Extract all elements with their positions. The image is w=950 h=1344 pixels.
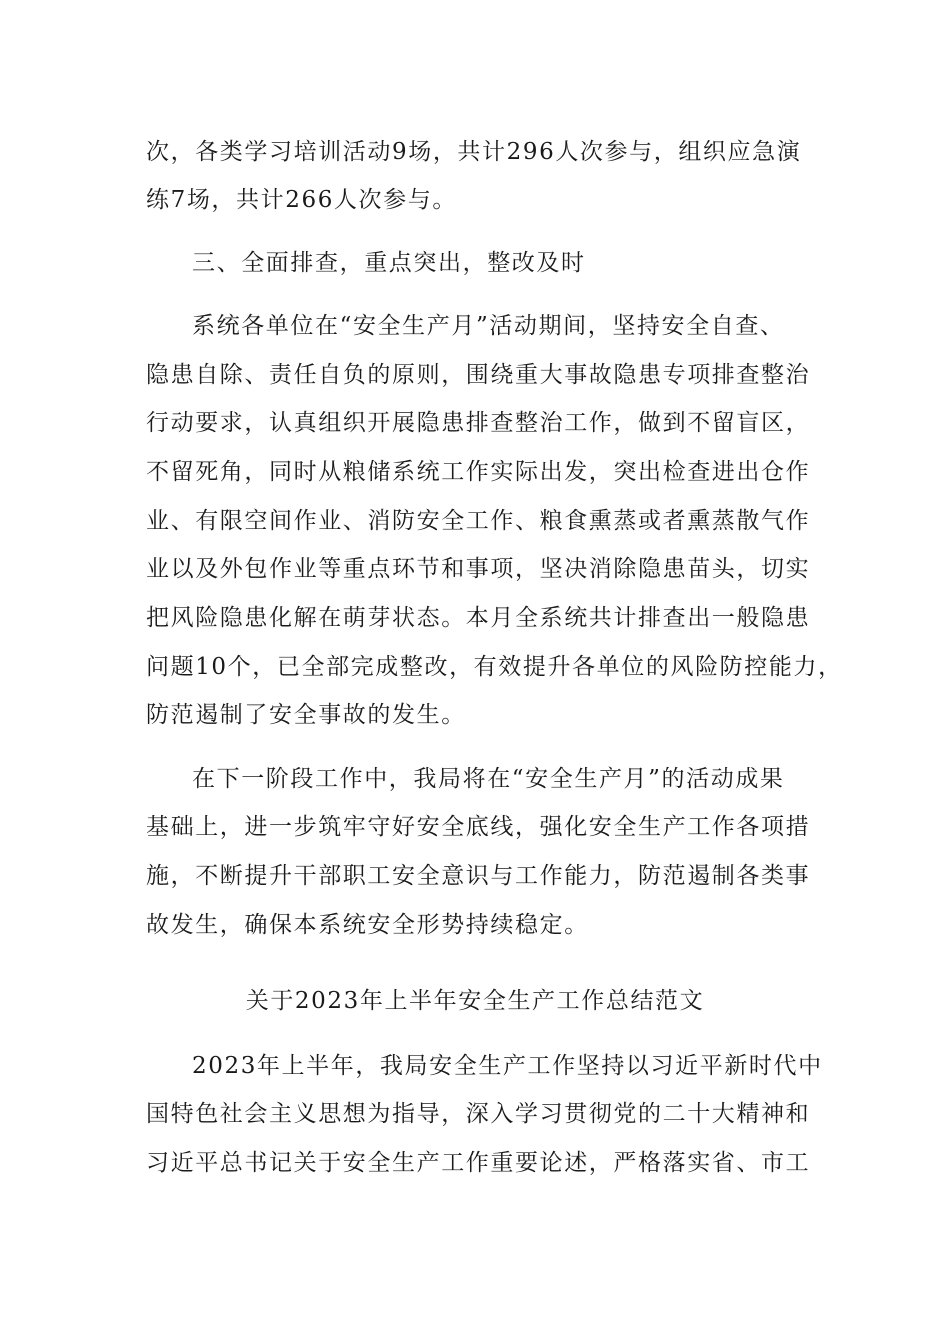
paragraph-line: 问题10个，已全部完成整改，有效提升各单位的风险防控能力， xyxy=(146,654,843,680)
paragraph-line: 在下一阶段工作中，我局将在“安全生产月”的活动成果 xyxy=(192,766,785,792)
paragraph-line: 习近平总书记关于安全生产工作重要论述，严格落实省、市工 xyxy=(146,1150,811,1176)
paragraph-line: 不留死角，同时从粮储系统工作实际出发，突出检查进出仓作 xyxy=(146,459,811,485)
paragraph-line: 把风险隐患化解在萌芽状态。本月全系统共计排查出一般隐患 xyxy=(146,605,811,631)
paragraph-line: 防范遏制了安全事故的发生。 xyxy=(146,702,466,728)
paragraph-line: 业、有限空间作业、消防安全工作、粮食熏蒸或者熏蒸散气作 xyxy=(146,508,811,534)
paragraph-line: 练7场，共计266人次参与。 xyxy=(146,187,457,213)
paragraph-line: 施，不断提升干部职工安全意识与工作能力，防范遏制各类事 xyxy=(146,863,811,889)
paragraph-line: 隐患自除、责任自负的原则，围绕重大事故隐患专项排查整治 xyxy=(146,362,811,388)
document-title: 关于2023年上半年安全生产工作总结范文 xyxy=(245,988,705,1014)
paragraph-line: 次，各类学习培训活动9场，共计296人次参与，组织应急演 xyxy=(146,139,802,165)
paragraph-line: 国特色社会主义思想为指导，深入学习贯彻党的二十大精神和 xyxy=(146,1101,811,1127)
paragraph-line: 业以及外包作业等重点环节和事项，坚决消除隐患苗头，切实 xyxy=(146,556,811,582)
section-heading: 三、全面排查，重点突出，整改及时 xyxy=(192,250,586,276)
paragraph-line: 2023年上半年，我局安全生产工作坚持以习近平新时代中 xyxy=(192,1053,823,1079)
paragraph-line: 基础上，进一步筑牢守好安全底线，强化安全生产工作各项措 xyxy=(146,814,811,840)
paragraph-line: 系统各单位在“安全生产月”活动期间，坚持安全自查、 xyxy=(192,313,785,339)
paragraph-line: 行动要求，认真组织开展隐患排查整治工作，做到不留盲区， xyxy=(146,410,811,436)
paragraph-line: 故发生，确保本系统安全形势持续稳定。 xyxy=(146,912,589,938)
